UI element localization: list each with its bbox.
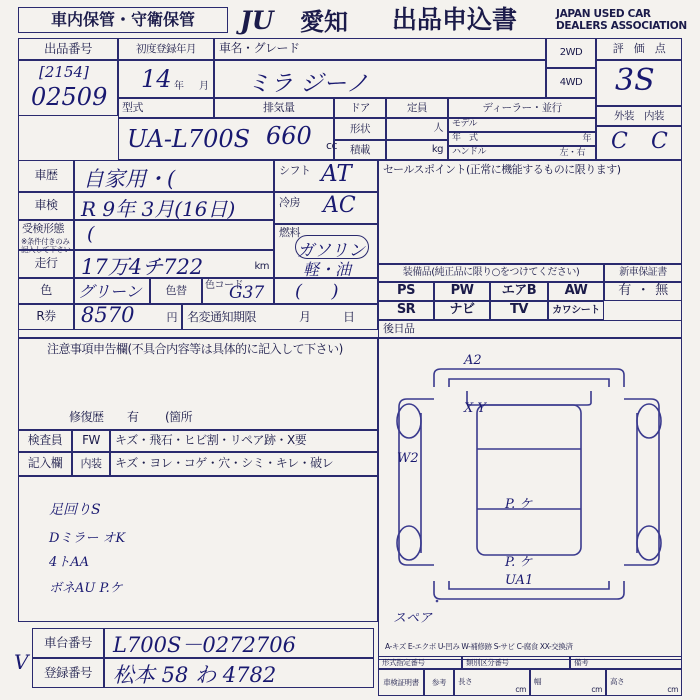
color-change-cell: 色替 <box>150 278 202 304</box>
equip-leather-cell[interactable]: カワシート <box>548 301 604 320</box>
r-ticket-label-cell: R券 <box>18 304 74 330</box>
shape-label-cell: 形状 <box>334 118 386 140</box>
fuel-cell: 燃料 ガソリン 軽・油 <box>274 224 378 278</box>
inspect-recv-label-cell: 受検形態 ※条件付きのみ記入して下さい <box>18 220 74 250</box>
exhibit-no-value-cell: [2154] 02509 <box>18 60 118 116</box>
reg-label-cell: 登録番号 <box>32 658 104 688</box>
mileage-value-cell: 17万4チ722 km <box>74 250 274 278</box>
name-change-cell: 名変通知期限 月 日 <box>182 304 378 330</box>
fuel-extra-cell: ( ) <box>274 278 378 304</box>
color-code-cell: 色コード G37 <box>202 278 274 304</box>
association-subtitle: JAPAN USED CAR DEALERS ASSOCIATION <box>556 8 687 32</box>
handle-row: ハンドル 左・右 <box>448 146 596 160</box>
fw-items-cell: キズ・飛石・ヒビ割・リペア跡・X要 <box>110 430 378 452</box>
drive-4wd-cell: 4WD <box>546 68 596 98</box>
later-items-cell: 後日品 <box>378 320 682 338</box>
car-name-value-cell: ミラ ジーノ <box>214 60 546 98</box>
equip-pw-cell[interactable]: PW <box>434 282 490 301</box>
model-label-cell: 型式 <box>118 98 214 118</box>
ext-int-label-cell: 外装 内装 <box>596 106 682 126</box>
inspect-value-cell: R 9年 3月(16日) <box>74 192 274 220</box>
remark-label-cell: 備考 <box>570 656 682 669</box>
equip-label-cell: 装備品(純正品に限り○をつけてください) <box>378 264 604 282</box>
equip-tv-cell[interactable]: TV <box>490 301 548 320</box>
type-desig-label-cell: 形式指定番号 <box>378 656 462 669</box>
entry-label-cell: 記入欄 <box>18 452 72 476</box>
diagram-mark-w2: W2 <box>397 451 419 466</box>
first-reg-label-cell: 初度登録年月 <box>118 38 214 60</box>
diagram-mark-spare: スペア <box>393 611 433 626</box>
damage-diagram-panel <box>378 338 682 660</box>
memo-area: 足回りS Dミラー オK 4トAA ボネAU P.ケ <box>18 476 378 622</box>
length-cell: 長さ cm <box>454 669 530 696</box>
load-unit-cell: kg <box>386 140 448 160</box>
r-ticket-value-cell: 8570 円 <box>74 304 182 330</box>
disp-value-cell: 660 cc <box>266 122 338 152</box>
color-value-cell: グリーン <box>74 278 150 304</box>
document-title: 出品申込書 <box>392 5 518 34</box>
shift-cell: シフト AT <box>274 160 378 192</box>
notice-box: 注意事項申告欄(不具合内容等は具体的に記入して下さい) 修復歴 有 (箇所 <box>18 338 378 430</box>
equip-ps-cell[interactable]: PS <box>378 282 434 301</box>
disp-label-cell: 排気量 <box>214 98 334 118</box>
reg-value-cell: 松本 58 わ 4782 <box>104 658 374 688</box>
drive-2wd-cell: 2WD <box>546 38 596 68</box>
storage-label-box <box>18 7 228 33</box>
capacity-unit-cell: 人 <box>386 118 448 140</box>
inspector-label-cell: 検査員 <box>18 430 72 452</box>
model-value-cell: UA-L700S <box>118 118 334 160</box>
warranty-no[interactable]: 無 <box>655 283 668 299</box>
interior-items-cell: キズ・ヨレ・コゲ・穴・シミ・キレ・破レ <box>110 452 378 476</box>
interior-label-cell: 内装 <box>72 452 110 476</box>
mileage-label-cell: 走行 <box>18 250 74 278</box>
color-label-cell: 色 <box>18 278 74 304</box>
diagram-mark-ua1: UA1 <box>505 573 534 588</box>
fw-label-cell: FW <box>72 430 110 452</box>
diagram-mark-pk2: P. ケ <box>505 555 533 570</box>
exhibit-no-label-cell: 出品番号 <box>18 38 118 60</box>
diagram-mark-a2: A2 <box>464 353 482 368</box>
vin-value-cell: L700S－0272706 <box>104 628 374 658</box>
dealer-label-cell: ディーラー・並行 <box>448 98 596 118</box>
equip-sr-cell[interactable]: SR <box>378 301 434 320</box>
dealer-year-row: 年 式 年 <box>448 132 596 146</box>
equip-airbag-cell[interactable]: エアB <box>490 282 548 301</box>
class-div-label-cell: 類別区分番号 <box>462 656 570 669</box>
car-name-label-cell: 車名・グレード <box>214 38 546 60</box>
rating-value-cell: 3S <box>596 60 682 106</box>
rating-label-cell: 評 価 点 <box>596 38 682 60</box>
inspect-recv-value-cell: ( <box>74 220 274 250</box>
insp-ref-cell: 参考 <box>424 669 454 696</box>
diagram-legend: A-キズ E-エクボ U-凹み W-補修跡 S-サビ C-腐食 XX-交換済 <box>385 642 573 651</box>
capacity-label-cell: 定員 <box>386 98 448 118</box>
new-warranty-value-cell[interactable]: 有 ・ 無 <box>604 282 682 301</box>
width-cell: 幅 cm <box>530 669 606 696</box>
ac-cell: 冷房 AC <box>274 192 378 224</box>
ext-int-value-cell: C C <box>596 126 682 160</box>
storage-label: 車内保管・守衛保管 <box>50 9 195 29</box>
inspect-label-cell: 車検 <box>18 192 74 220</box>
door-label-cell: ドア <box>334 98 386 118</box>
load-label-cell: 積載 <box>334 140 386 160</box>
history-label-cell: 車歴 <box>18 160 74 192</box>
sales-point-box: セールスポイント(正常に機能するものに限ります) <box>378 160 682 264</box>
dealer-model-row: モデル <box>448 118 596 132</box>
equip-aw-cell[interactable]: AW <box>548 282 604 301</box>
new-warranty-label-cell: 新車保証書 <box>604 264 682 282</box>
height-cell: 高さ cm <box>606 669 682 696</box>
history-value-cell: 自家用・( <box>74 160 274 192</box>
vin-label-cell: 車台番号 <box>32 628 104 658</box>
margin-check-mark: V <box>14 650 29 674</box>
equip-navi-cell[interactable]: ナビ <box>434 301 490 320</box>
ju-logo: JU <box>240 5 274 35</box>
prefecture-name: 愛知 <box>300 7 348 36</box>
warranty-yes[interactable]: 有 <box>618 283 631 299</box>
diagram-mark-xy: X Y <box>464 401 486 416</box>
vehicle-insp-label-cell: 車検証明書 <box>378 669 424 696</box>
diagram-mark-pk1: P. ケ <box>505 497 533 512</box>
first-reg-value-cell: 14 年 月 <box>118 60 214 98</box>
